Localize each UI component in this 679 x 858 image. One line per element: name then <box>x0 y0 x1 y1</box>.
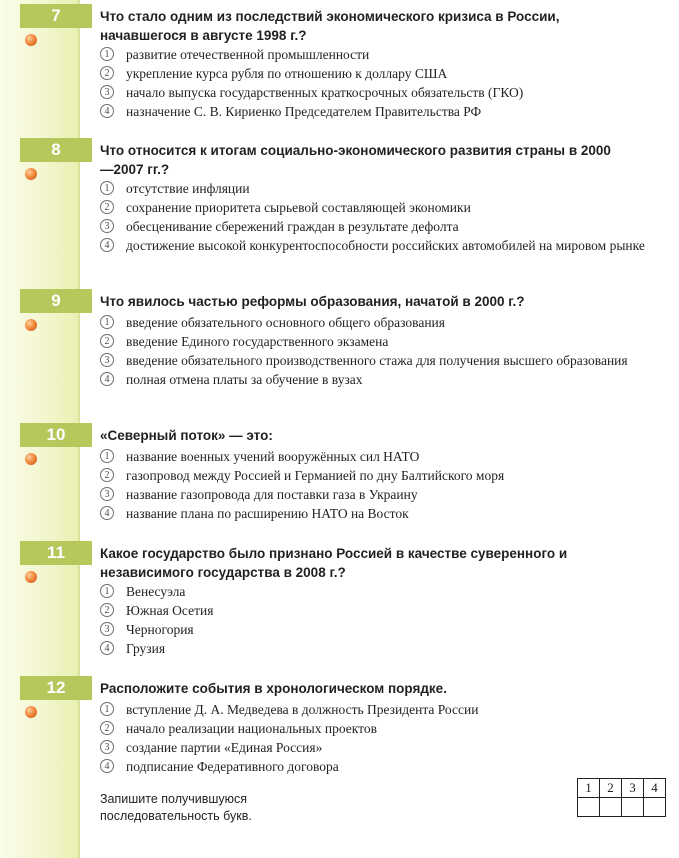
option-3[interactable] <box>100 485 670 504</box>
option-2[interactable] <box>100 64 670 83</box>
option-4[interactable] <box>100 504 670 523</box>
question-text: Какое государство было признано Россией в качестве суверенного и независимого государства в 2008 г.? <box>100 546 568 580</box>
circled-number-icon: 1 <box>100 47 114 61</box>
bullet-dot-icon <box>25 706 37 718</box>
circled-number-icon: 4 <box>100 759 114 773</box>
options-list <box>100 582 670 658</box>
circled-number-icon: 3 <box>100 487 114 501</box>
option-text: обесценивание сбережений граждан в результате дефолта <box>126 219 459 234</box>
option-text: сохранение приоритета сырьевой составляющей экономики <box>126 200 471 215</box>
circled-number-icon: 1 <box>100 584 114 598</box>
question-number-badge: 8 <box>20 138 92 162</box>
option-text: вступление Д. А. Медведева в должность Президента России <box>126 702 479 717</box>
question-number-badge: 12 <box>20 676 92 700</box>
option-text: Южная Осетия <box>126 603 214 618</box>
option-text: начало реализации национальных проектов <box>126 721 377 736</box>
circled-number-icon: 1 <box>100 449 114 463</box>
circled-number-icon: 3 <box>100 740 114 754</box>
answer-table-input-row <box>578 798 666 817</box>
circled-number-icon: 4 <box>100 104 114 118</box>
bullet-dot-icon <box>25 453 37 465</box>
option-text: название плана по расширению НАТО на Восток <box>126 506 409 521</box>
answer-input-cell[interactable] <box>622 798 644 817</box>
answer-input-cell[interactable] <box>600 798 622 817</box>
option-text: название газопровода для поставки газа в Украину <box>126 487 418 502</box>
answer-header-cell: 4 <box>644 779 666 798</box>
option-text: Венесуэла <box>126 584 186 599</box>
question-text: Что явилось частью реформы образования, начатой в 2000 г.? <box>100 294 525 309</box>
options-list <box>100 700 670 776</box>
option-text: Черногория <box>126 622 194 637</box>
option-2[interactable] <box>100 719 670 738</box>
answer-table <box>577 778 666 817</box>
answer-input-cell[interactable] <box>578 798 600 817</box>
option-1[interactable] <box>100 45 670 64</box>
question-text: Что стало одним из последствий экономического кризиса в России, начавшегося в августе 1998 г.? <box>100 9 560 43</box>
option-4[interactable] <box>100 639 670 658</box>
option-text: полная отмена платы за обучение в вузах <box>126 372 363 387</box>
circled-number-icon: 2 <box>100 200 114 214</box>
answer-input-cell[interactable] <box>644 798 666 817</box>
option-1[interactable] <box>100 179 670 198</box>
option-text: отсутствие инфляции <box>126 181 250 196</box>
options-list <box>100 45 670 121</box>
circled-number-icon: 4 <box>100 506 114 520</box>
bullet-dot-icon <box>25 319 37 331</box>
option-text: подписание Федеративного договора <box>126 759 339 774</box>
answer-header-cell: 1 <box>578 779 600 798</box>
question-number-badge: 7 <box>20 4 92 28</box>
question-text: «Северный поток» — это: <box>100 428 273 443</box>
option-text: газопровод между Россией и Германией по дну Балтийского моря <box>126 468 505 483</box>
option-3[interactable] <box>100 620 670 639</box>
option-text: введение обязательного основного общего образования <box>126 315 445 330</box>
option-2[interactable] <box>100 466 670 485</box>
circled-number-icon: 2 <box>100 603 114 617</box>
question-text: Что относится к итогам социально-экономического развития страны в 2000—2007 гг.? <box>100 143 611 177</box>
option-1[interactable] <box>100 447 670 466</box>
option-2[interactable] <box>100 198 670 217</box>
instruction-note: Запишите получившуюся последовательность букв. <box>100 792 252 823</box>
option-text: создание партии «Единая Россия» <box>126 740 323 755</box>
option-text: развитие отечественной промышленности <box>126 47 370 62</box>
options-list <box>100 179 670 255</box>
option-2[interactable] <box>100 601 670 620</box>
option-3[interactable] <box>100 738 670 757</box>
circled-number-icon: 1 <box>100 702 114 716</box>
options-list <box>100 447 670 523</box>
circled-number-icon: 3 <box>100 622 114 636</box>
option-3[interactable] <box>100 351 670 370</box>
circled-number-icon: 2 <box>100 66 114 80</box>
circled-number-icon: 3 <box>100 219 114 233</box>
option-4[interactable] <box>100 757 670 776</box>
option-text: достижение высокой конкурентоспособности российских автомобилей на мировом рынке <box>126 238 645 253</box>
question-number-badge: 10 <box>20 423 92 447</box>
question-number-badge: 9 <box>20 289 92 313</box>
option-4[interactable] <box>100 236 670 255</box>
option-2[interactable] <box>100 332 670 351</box>
circled-number-icon: 2 <box>100 721 114 735</box>
answer-header-cell: 2 <box>600 779 622 798</box>
option-3[interactable] <box>100 83 670 102</box>
option-text: назначение С. В. Кириенко Председателем Правительства РФ <box>126 104 482 119</box>
option-1[interactable] <box>100 313 670 332</box>
option-text: начало выпуска государственных краткосрочных обязательств (ГКО) <box>126 85 524 100</box>
option-text: Грузия <box>126 641 166 656</box>
circled-number-icon: 4 <box>100 372 114 386</box>
circled-number-icon: 4 <box>100 238 114 252</box>
option-text: введение обязательного производственного стажа для получения высшего образования <box>126 353 628 368</box>
option-text: укрепление курса рубля по отношению к доллару США <box>126 66 448 81</box>
question-text: Расположите события в хронологическом порядке. <box>100 681 447 696</box>
circled-number-icon: 1 <box>100 315 114 329</box>
option-text: название военных учений вооружённых сил НАТО <box>126 449 420 464</box>
option-text: введение Единого государственного экзамена <box>126 334 389 349</box>
option-1[interactable] <box>100 700 670 719</box>
options-list <box>100 313 670 389</box>
circled-number-icon: 3 <box>100 85 114 99</box>
question-number-badge: 11 <box>20 541 92 565</box>
answer-table-header-row <box>578 779 666 798</box>
answer-header-cell: 3 <box>622 779 644 798</box>
bullet-dot-icon <box>25 571 37 583</box>
circled-number-icon: 1 <box>100 181 114 195</box>
bullet-dot-icon <box>25 34 37 46</box>
circled-number-icon: 3 <box>100 353 114 367</box>
option-1[interactable] <box>100 582 670 601</box>
option-3[interactable] <box>100 217 670 236</box>
bullet-dot-icon <box>25 168 37 180</box>
circled-number-icon: 2 <box>100 334 114 348</box>
option-4[interactable] <box>100 102 670 121</box>
circled-number-icon: 4 <box>100 641 114 655</box>
circled-number-icon: 2 <box>100 468 114 482</box>
option-4[interactable] <box>100 370 670 389</box>
